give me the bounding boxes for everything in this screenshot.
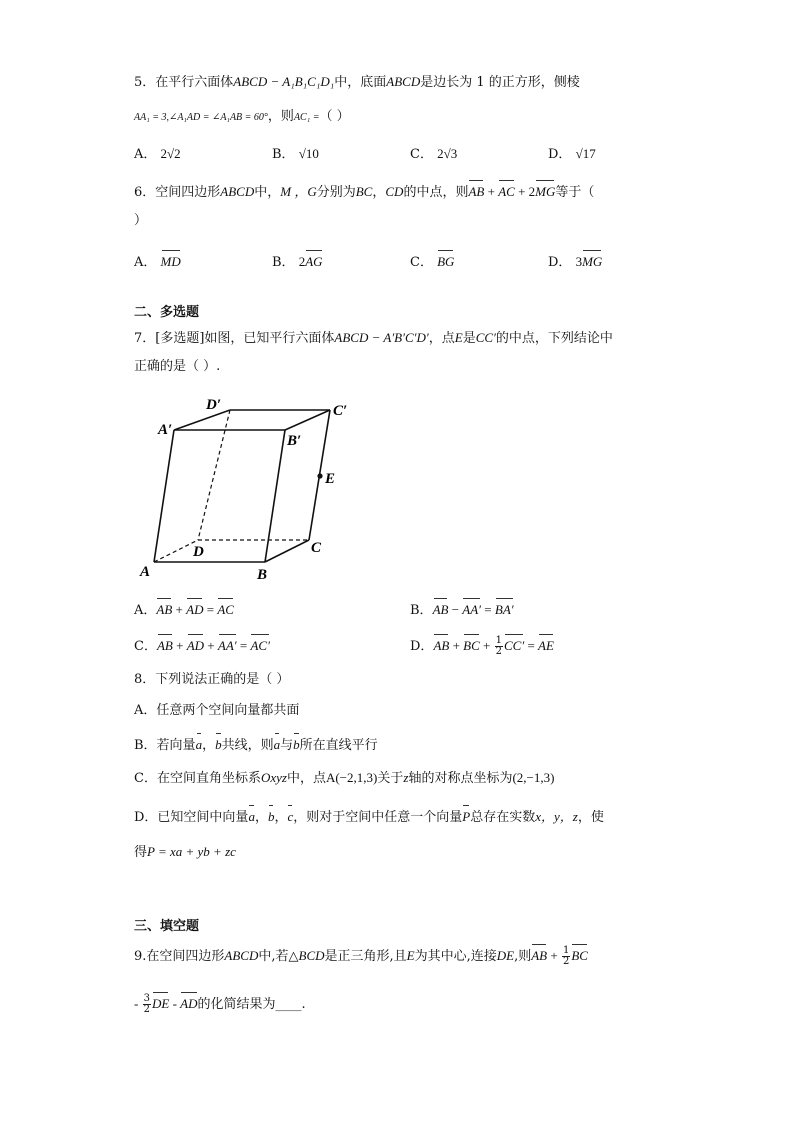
parallelepiped-figure <box>134 390 364 590</box>
q8-option-c[interactable] <box>134 769 554 788</box>
q7-text: ，点 <box>428 331 455 346</box>
fraction-denominator: 2 <box>143 1004 150 1015</box>
option-vector: BA′ <box>495 598 514 619</box>
option-letter: C． <box>134 639 157 654</box>
real-numbers: x，y，z <box>535 809 578 824</box>
label-b: B <box>257 567 268 583</box>
option-text: ，则对于空间中任意一个向量 <box>293 810 463 825</box>
vector-p: P <box>462 805 470 826</box>
q8-option-d[interactable]: D．已知空间中向量a，b，c，则对于空间中任意一个向量P总存在实数x，y，z，使 <box>134 805 604 827</box>
option-vector: AB <box>433 634 449 655</box>
q5-suffix: 是边长为 1 的正方形，侧棱 <box>420 75 580 90</box>
q6-prefix: 6．空间四边形 <box>134 185 221 200</box>
label-b-prime: B′ <box>287 433 302 449</box>
q7-seg: CC′ <box>475 330 496 345</box>
q6-seg-bc: BC <box>355 184 373 199</box>
option-vector: AC′ <box>250 634 269 655</box>
fraction-half <box>495 636 503 657</box>
option-text: 关于 <box>377 771 404 786</box>
q6-text: 分别为 <box>316 185 356 200</box>
label-e: E <box>325 471 336 487</box>
q9-point-e: E <box>406 948 415 963</box>
q5-stem-line2 <box>134 108 350 127</box>
option-coef: 3 <box>575 254 583 269</box>
label-a: A <box>140 564 151 580</box>
option-text: 轴的对称点坐标为 <box>408 771 513 786</box>
point-result: (2,−1,3) <box>512 770 555 785</box>
option-text: ， <box>202 738 216 753</box>
label-c: C <box>311 540 322 556</box>
option-letter: B． <box>272 255 295 270</box>
fraction-denominator: 2 <box>495 646 503 657</box>
q8-option-d-line2 <box>134 843 236 862</box>
option-text: 中，点 <box>286 771 326 786</box>
option-vector: AG <box>305 250 322 271</box>
option-vector: MD <box>161 250 181 271</box>
q6-suffix: 等于（ <box>555 185 595 200</box>
option-vector: CC′ <box>504 634 524 655</box>
q7-option-a[interactable]: A．AB + AD = AC <box>134 598 234 620</box>
vector-ad: AD <box>180 992 197 1013</box>
vector-a: a <box>274 733 281 754</box>
fraction-numerator: 3 <box>143 993 150 1004</box>
vector-c: c <box>287 805 293 826</box>
q5-option-d[interactable] <box>548 145 596 164</box>
vector-de: DE <box>152 992 169 1013</box>
option-letter: A． <box>134 255 157 270</box>
option-vector: AE <box>538 634 554 655</box>
q7-option-b[interactable]: B．AB − AA′ = BA′ <box>410 598 514 620</box>
q6-coef: 2 <box>528 184 536 199</box>
option-value: √10 <box>298 146 319 161</box>
q7-stem-line2: 正确的是（ ）. <box>134 359 221 374</box>
q5-option-b[interactable] <box>272 145 319 164</box>
q7-point-e: E <box>454 330 463 345</box>
option-letter: C． <box>410 255 433 270</box>
q5-prefix: 5．在平行六面体 <box>134 75 234 90</box>
q6-quad: ABCD <box>220 184 255 199</box>
option-letter: D． <box>548 255 572 270</box>
q5-stem-line1 <box>134 73 580 92</box>
q7-option-d[interactable]: D．AB + BC + $\frac{1}{2}$ CC′ = AE <box>410 635 554 657</box>
q6-option-c[interactable] <box>410 250 454 272</box>
q9-text: 是正三角形,且 <box>324 949 407 964</box>
q8-option-a[interactable]: A．任意两个空间向量都共面 <box>134 703 300 718</box>
option-coef: 2 <box>298 254 306 269</box>
option-value: 2√3 <box>437 146 458 161</box>
option-vector: AA′ <box>462 598 481 619</box>
option-text: 所在直线平行 <box>299 738 378 753</box>
option-text: 总存在实数 <box>470 810 536 825</box>
fraction-three-halves <box>143 994 151 1015</box>
fraction-denominator: 2 <box>562 956 570 967</box>
q7-text: 是 <box>462 331 476 346</box>
label-a-prime: A′ <box>158 422 173 438</box>
option-text: C．在空间直角坐标系 <box>134 771 261 786</box>
q9-stem-line2: - $\frac{3}{2}$ DE - AD的化简结果为____. <box>134 993 306 1015</box>
q6-seg-cd: CD <box>385 184 404 199</box>
q6-option-d[interactable] <box>548 250 602 272</box>
q5-base: ABCD <box>386 74 421 89</box>
option-letter: B． <box>410 603 433 618</box>
option-vector: AB <box>157 634 173 655</box>
coordinate-system: Oxyz <box>260 770 287 785</box>
label-c-prime: C′ <box>333 403 348 419</box>
vector-mg: MG <box>535 180 555 201</box>
q9-text: 9.在空间四边形 <box>134 949 225 964</box>
q5-paren: （ ） <box>319 109 350 124</box>
option-letter: A． <box>134 603 157 618</box>
q9-quad: ABCD <box>224 948 259 963</box>
vector-a: a <box>196 733 203 754</box>
q6-text: ， <box>372 185 386 200</box>
vector-ab: AB <box>468 180 484 201</box>
q8-stem: 8．下列说法正确的是（ ） <box>134 672 290 687</box>
vector-a: a <box>248 805 255 826</box>
answer-blank[interactable]: ____. <box>275 997 306 1012</box>
vector-b: b <box>268 805 275 826</box>
option-vector: AD <box>187 634 204 655</box>
q6-text: 中， <box>254 185 281 200</box>
q7-prefix: 7．[多选题]如图，已知平行六面体 <box>134 331 335 346</box>
option-letter: C． <box>410 147 433 162</box>
option-vector: AB <box>156 598 172 619</box>
vector-ab: AB <box>531 944 547 965</box>
vector-ac: AC <box>498 180 515 201</box>
q6-option-b[interactable] <box>272 250 323 272</box>
option-text: ，使 <box>577 810 604 825</box>
option-vector: BG <box>437 250 454 271</box>
section-heading-fill-blank: 三、填空题 <box>134 919 200 934</box>
fraction-half <box>562 946 570 967</box>
q9-text: 的化简结果为 <box>197 997 276 1012</box>
point-a: A(−2,1,3) <box>325 770 378 785</box>
q5-condition: AA₁ = 3,∠A₁AD = ∠A₁AB = 60° <box>134 112 268 123</box>
section-heading-multi-choice: 二、多选题 <box>134 305 200 320</box>
option-letter: B． <box>272 147 295 162</box>
vector-equation: P = xa + yb + zc <box>147 844 236 859</box>
vector-b: b <box>293 733 300 754</box>
option-vector: AA′ <box>218 634 237 655</box>
option-vector: MG <box>582 250 602 271</box>
option-vector: AD <box>186 598 203 619</box>
q9-seg-de: DE <box>496 948 515 963</box>
q6-option-a[interactable] <box>134 250 181 272</box>
q5-solid: ABCD − A₁B₁C₁D₁ <box>233 74 335 89</box>
q9-stem-line1: 9.在空间四边形ABCD中,若△BCD是正三角形,且E为其中心,连接DE,则AB + $\frac{1}{2}$ BC <box>134 945 588 967</box>
q7-suffix: 的中点，下列结论中 <box>495 331 613 346</box>
q9-text: 为其中心,连接 <box>414 949 497 964</box>
q5-then: ，则 <box>267 109 294 124</box>
q5-option-c[interactable] <box>410 145 457 164</box>
q9-text: ,则 <box>514 949 532 964</box>
axis-z: z <box>403 770 409 785</box>
q7-stem-line1 <box>134 329 613 348</box>
option-letter: D． <box>410 639 434 654</box>
q5-target: AC₁ = <box>293 112 320 123</box>
label-d-prime: D′ <box>206 397 222 413</box>
fraction-numerator: 1 <box>495 635 503 646</box>
option-text: 共线，则 <box>221 738 274 753</box>
option-letter: D． <box>548 147 572 162</box>
q6-text: 的中点，则 <box>403 185 469 200</box>
vector-b: b <box>215 733 222 754</box>
q6-stem-line1: 6．空间四边形ABCD中，M ，G分别为BC，CD的中点，则AB + AC + 2MG等于（ <box>134 180 594 202</box>
option-vector: BC <box>463 634 480 655</box>
option-letter: A． <box>134 147 157 162</box>
fraction-numerator: 1 <box>562 945 570 956</box>
q5-option-a[interactable] <box>134 145 181 164</box>
option-value: 2√2 <box>160 146 181 161</box>
q8-option-b[interactable] <box>134 733 378 755</box>
q7-option-c[interactable]: C．AB + AD + AA′ = AC′ <box>134 634 270 656</box>
option-vector: AC <box>217 598 234 619</box>
option-text: B．若向量 <box>134 738 196 753</box>
q6-stem-line2: ） <box>134 213 148 228</box>
option-vector: AB <box>433 598 449 619</box>
label-d: D <box>193 544 204 560</box>
option-text: D．已知空间中向量 <box>134 810 249 825</box>
q5-mid: 中，底面 <box>334 75 387 90</box>
q9-text: 中,若 <box>258 949 289 964</box>
option-text: 与 <box>280 738 294 753</box>
option-text: 得 <box>134 845 148 860</box>
q9-triangle: △BCD <box>288 948 325 963</box>
option-value: √17 <box>575 146 596 161</box>
q6-points: M ，G <box>280 184 317 199</box>
q7-solid: ABCD − A′B′C′D′ <box>334 330 429 345</box>
vector-bc: BC <box>571 944 588 965</box>
